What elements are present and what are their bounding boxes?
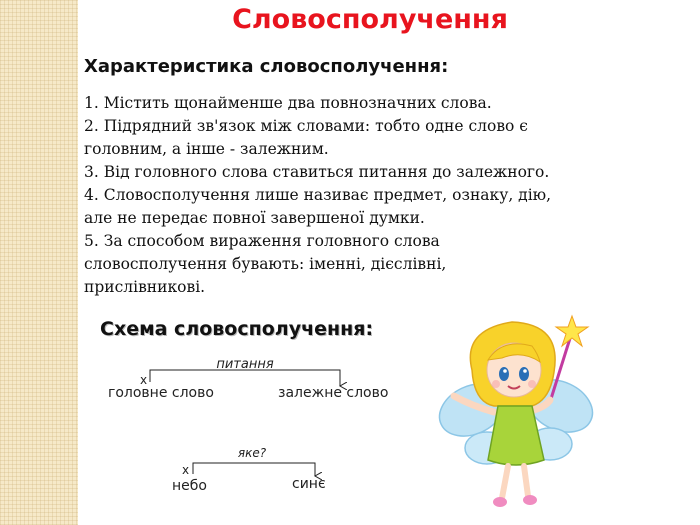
characteristics-list: [84, 92, 664, 299]
question-label: яке?: [237, 446, 267, 460]
list-item: 3. Від головного слова ставиться питання до залежного.: [84, 163, 550, 181]
schema-heading: Схема словосполучення:: [100, 318, 374, 340]
question-arrow: [150, 370, 340, 386]
main-word-label: небо: [172, 478, 207, 494]
fairy-illustration: [432, 310, 602, 515]
page-title: Словосполучення: [232, 4, 508, 35]
decorative-side-bar: [0, 0, 78, 525]
list-item: прислівникові.: [84, 278, 206, 296]
list-item: словосполучення бувають: іменні, дієслівні,: [84, 255, 447, 273]
list-item: 1. Містить щонайменше два повнозначних слова.: [84, 94, 492, 112]
phrase-diagrams: [100, 350, 420, 500]
question-label: питання: [216, 357, 274, 372]
question-arrow: [193, 463, 315, 476]
dependent-word-label: синє: [292, 476, 326, 492]
main-word-mark: x: [182, 463, 190, 477]
list-item: 5. За способом вираження головного слова: [84, 232, 440, 250]
list-item: головним, а інше - залежним.: [84, 140, 329, 158]
main-word-label: головне слово: [108, 385, 214, 401]
dependent-word-label: залежне слово: [278, 385, 389, 401]
section-heading: Характеристика словосполучення:: [84, 56, 449, 77]
list-item: 4. Словосполучення лише називає предмет, ознаку, дію,: [84, 186, 552, 204]
list-item: але не передає повної завершеної думки.: [84, 209, 425, 227]
main-word-mark: x: [140, 373, 148, 387]
list-item: 2. Підрядний зв'язок між словами: тобто одне слово є: [84, 117, 528, 135]
